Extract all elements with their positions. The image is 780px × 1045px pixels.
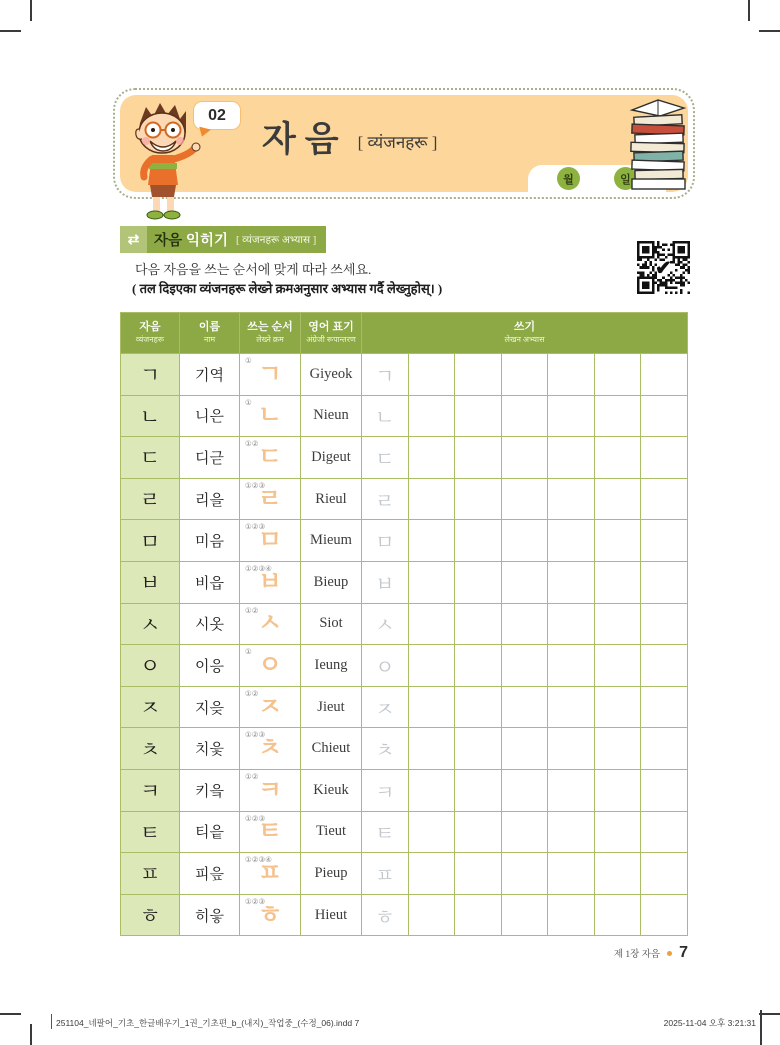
print-mark [51,1014,52,1029]
stroke-numbers: ① [245,397,252,407]
practice-cell [455,437,502,479]
footer-dot-icon [667,951,672,956]
practice-cell [594,769,641,811]
stroke-order-glyph: ㅂ [257,568,283,596]
practice-cell [594,520,641,562]
practice-cell [641,894,688,936]
practice-cell [594,894,641,936]
practice-cell [548,894,595,936]
table-row [121,603,688,645]
shuffle-arrows-icon: ⇄ [120,226,147,253]
practice-cell [594,354,641,396]
print-timestamp: 2025-11-04 오후 3:21:31 [663,1018,756,1028]
practice-cell [641,686,688,728]
practice-cell [594,853,641,895]
table-row [121,478,688,520]
table-row [121,395,688,437]
trace-cell: ㅁ [362,520,409,562]
instruction-korean: 다음 자음을 쓰는 순서에 맞게 따라 쓰세요. [135,262,372,277]
consonant-cell: ㅌ [121,811,180,853]
crop-mark [760,1010,762,1045]
table-row [121,769,688,811]
english-cell: Hieut [301,894,362,936]
english-cell: Kieuk [301,769,362,811]
practice-cell [455,728,502,770]
trace-cell: ㄷ [362,437,409,479]
practice-cell [455,561,502,603]
name-cell: 시옷 [180,603,240,645]
stroke-numbers: ①②③ [245,813,266,823]
practice-cell [501,437,548,479]
english-cell: Jieut [301,686,362,728]
boy-character-illustration [122,99,206,221]
header-name: 이름 नाम [180,313,240,354]
practice-cell [548,561,595,603]
practice-cell [548,395,595,437]
stroke-order-cell [240,769,301,811]
header-stroke-order: 쓰는 순서 लेख्ने क्रम [240,313,301,354]
svg-text:✔: ✔ [655,257,672,280]
english-cell: Chieut [301,728,362,770]
table-row [121,561,688,603]
stroke-order-cell [240,478,301,520]
practice-cell [455,478,502,520]
practice-cell [408,853,455,895]
consonant-cell: ㄷ [121,437,180,479]
practice-cell [455,520,502,562]
practice-cell [501,728,548,770]
crop-mark [759,30,780,32]
page-number: 7 [679,944,688,961]
consonant-cell: ㅁ [121,520,180,562]
practice-cell [594,728,641,770]
stroke-order-cell [240,395,301,437]
practice-cell [408,478,455,520]
stroke-order-cell [240,645,301,687]
stroke-numbers: ①②③④ [245,855,272,865]
stroke-numbers: ① [245,356,252,365]
practice-cell [641,811,688,853]
practice-cell [548,603,595,645]
consonant-cell: ㅇ [121,645,180,687]
name-cell: 디귿 [180,437,240,479]
stroke-order-cell [240,811,301,853]
stroke-order-glyph: ㅍ [257,859,283,887]
practice-cell [594,603,641,645]
name-cell: 미음 [180,520,240,562]
consonant-cell: ㄹ [121,478,180,520]
stroke-order-cell [240,894,301,936]
trace-cell: ㅈ [362,686,409,728]
english-cell: Rieul [301,478,362,520]
stroke-order-cell [240,520,301,562]
practice-cell [455,645,502,687]
practice-cell [641,437,688,479]
table-row [121,520,688,562]
practice-cell [548,478,595,520]
practice-cell [641,561,688,603]
practice-cell [641,728,688,770]
stroke-order-glyph: ㅈ [257,693,283,721]
practice-cell [641,395,688,437]
qr-code [637,241,690,294]
practice-cell [455,603,502,645]
trace-cell: ㄹ [362,478,409,520]
consonant-cell: ㄱ [121,354,180,396]
title-nepali: [ व्यंजनहरू ] [357,133,438,152]
practice-cell [501,603,548,645]
stroke-order-glyph: ㄱ [257,360,283,388]
consonant-cell: ㅋ [121,769,180,811]
stroke-numbers: ① [245,647,252,657]
crop-mark [0,1013,21,1015]
stroke-order-glyph: ㅅ [257,610,283,638]
table-row [121,894,688,936]
practice-cell [641,354,688,396]
name-cell: 치읓 [180,728,240,770]
practice-cell [594,561,641,603]
month-badge: 월 [557,167,580,190]
stroke-order-glyph: ㄹ [257,485,283,513]
practice-cell [548,811,595,853]
stroke-numbers: ①②③ [245,480,266,490]
practice-cell [501,811,548,853]
print-info-bar [56,1017,756,1029]
practice-cell [501,686,548,728]
english-cell: Nieun [301,395,362,437]
practice-cell [641,603,688,645]
stroke-numbers: ①② [245,439,259,449]
stroke-order-glyph: ㄴ [257,402,283,430]
trace-cell: ㅍ [362,853,409,895]
day-badge: 일 [614,167,637,190]
stroke-order-cell [240,437,301,479]
practice-cell [455,811,502,853]
name-cell: 키읔 [180,769,240,811]
practice-cell [408,894,455,936]
page-title [262,122,437,157]
trace-cell: ㅋ [362,769,409,811]
name-cell: 리을 [180,478,240,520]
english-cell: Pieup [301,853,362,895]
stroke-order-glyph: ㄷ [257,443,283,471]
english-cell: Ieung [301,645,362,687]
practice-cell [501,769,548,811]
practice-cell [501,853,548,895]
practice-cell [408,686,455,728]
english-cell: Tieut [301,811,362,853]
crop-mark [30,0,32,21]
books-illustration [618,96,698,193]
name-cell: 니은 [180,395,240,437]
table-row [121,645,688,687]
consonant-cell: ㅅ [121,603,180,645]
stroke-order-glyph: ㅌ [257,818,283,846]
consonant-cell: ㅍ [121,853,180,895]
name-cell: 피읖 [180,853,240,895]
stroke-order-cell [240,686,301,728]
stroke-order-cell [240,603,301,645]
practice-cell [501,520,548,562]
english-cell: Digeut [301,437,362,479]
practice-cell [548,686,595,728]
consonant-cell: ㅊ [121,728,180,770]
table-row [121,811,688,853]
consonant-cell: ㅎ [121,894,180,936]
stroke-order-cell [240,728,301,770]
practice-cell [455,686,502,728]
name-cell: 히읗 [180,894,240,936]
crop-mark [0,30,21,32]
table-row [121,437,688,479]
practice-cell [641,769,688,811]
practice-cell [594,686,641,728]
practice-cell [501,478,548,520]
practice-cell [455,354,502,396]
practice-cell [501,561,548,603]
crop-mark [759,1013,780,1015]
stroke-order-glyph: ㅎ [257,901,283,929]
stroke-numbers: ①②③ [245,522,266,532]
chapter-number: 02 [208,106,226,124]
consonant-cell: ㄴ [121,395,180,437]
practice-cell [408,395,455,437]
english-cell: Bieup [301,561,362,603]
instruction-nepali: ( तल दिइएका व्यंजनहरू लेख्ने क्रमअनुसार अभ्यास गर्दै लेख्नुहोस्। ) [132,281,443,296]
trace-cell: ㅂ [362,561,409,603]
name-cell: 티읕 [180,811,240,853]
stroke-order-cell [240,561,301,603]
practice-cell [548,520,595,562]
crop-mark [748,0,750,21]
header-writing-practice: 쓰기 लेखन अभ्यास [362,313,688,354]
practice-cell [548,853,595,895]
section-title-highlight: 자음 [154,233,183,249]
stroke-numbers: ①②③ [245,730,266,740]
practice-cell [408,811,455,853]
practice-cell [641,478,688,520]
stroke-order-glyph: ㅇ [257,651,283,679]
practice-cell [408,645,455,687]
practice-cell [641,645,688,687]
chapter-label: 제 1장 자음 [613,950,661,960]
stroke-order-glyph: ㅁ [257,527,283,555]
consonant-table-body [121,354,688,936]
trace-cell: ㄱ [362,354,409,396]
english-cell: Mieum [301,520,362,562]
table-row [121,728,688,770]
consonant-cell: ㅈ [121,686,180,728]
trace-cell: ㄴ [362,395,409,437]
practice-cell [594,478,641,520]
practice-cell [501,354,548,396]
name-cell: 기역 [180,354,240,396]
trace-cell: ㅇ [362,645,409,687]
practice-cell [408,769,455,811]
stroke-order-cell [240,354,301,396]
stroke-numbers: ①②③ [245,896,266,906]
english-cell: Giyeok [301,354,362,396]
practice-cell [641,853,688,895]
section-heading [120,226,326,253]
consonant-cell: ㅂ [121,561,180,603]
practice-cell [408,728,455,770]
trace-cell: ㅊ [362,728,409,770]
practice-cell [548,728,595,770]
practice-cell [501,894,548,936]
header-english: 영어 표기 अंग्रेजी रूपान्तरण [301,313,362,354]
english-cell: Siot [301,603,362,645]
section-title-rest: 익히기 [186,233,229,249]
table-header-row [121,313,688,354]
practice-cell [408,603,455,645]
table-row [121,853,688,895]
stroke-order-cell [240,853,301,895]
consonant-table [120,312,688,936]
practice-cell [501,395,548,437]
practice-cell [548,437,595,479]
practice-cell [408,520,455,562]
stroke-numbers: ①② [245,771,259,781]
name-cell: 지읒 [180,686,240,728]
stroke-numbers: ①② [245,605,259,615]
name-cell: 비읍 [180,561,240,603]
practice-cell [455,853,502,895]
practice-cell [594,437,641,479]
chapter-banner [120,95,688,192]
table-row [121,686,688,728]
table-row [121,354,688,396]
practice-cell [594,811,641,853]
trace-cell: ㅅ [362,603,409,645]
stroke-order-glyph: ㅋ [257,776,283,804]
practice-cell [594,645,641,687]
practice-cell [548,354,595,396]
practice-cell [408,354,455,396]
crop-mark [30,1024,32,1045]
stroke-order-glyph: ㅊ [257,735,283,763]
practice-cell [455,769,502,811]
name-cell: 이응 [180,645,240,687]
title-korean: 자음 [262,120,348,159]
practice-cell [548,645,595,687]
header-consonant: 자음 व्यंजनहरू [121,313,180,354]
stroke-numbers: ①② [245,688,259,698]
section-title-nepali: [ व्यंजनहरू अभ्यास ] [236,234,317,246]
practice-cell [408,561,455,603]
practice-cell [548,769,595,811]
practice-cell [501,645,548,687]
print-file-name: 251104_네팔어_기초_한글배우기_1권_기초편_b_(내지)_작업중_(수정_06).indd 7 [56,1018,360,1028]
trace-cell: ㅎ [362,894,409,936]
trace-cell: ㅌ [362,811,409,853]
practice-cell [455,395,502,437]
stroke-numbers: ①②③④ [245,563,272,573]
practice-cell [594,395,641,437]
practice-cell [408,437,455,479]
practice-cell [641,520,688,562]
practice-cell [455,894,502,936]
page-footer [614,944,688,962]
